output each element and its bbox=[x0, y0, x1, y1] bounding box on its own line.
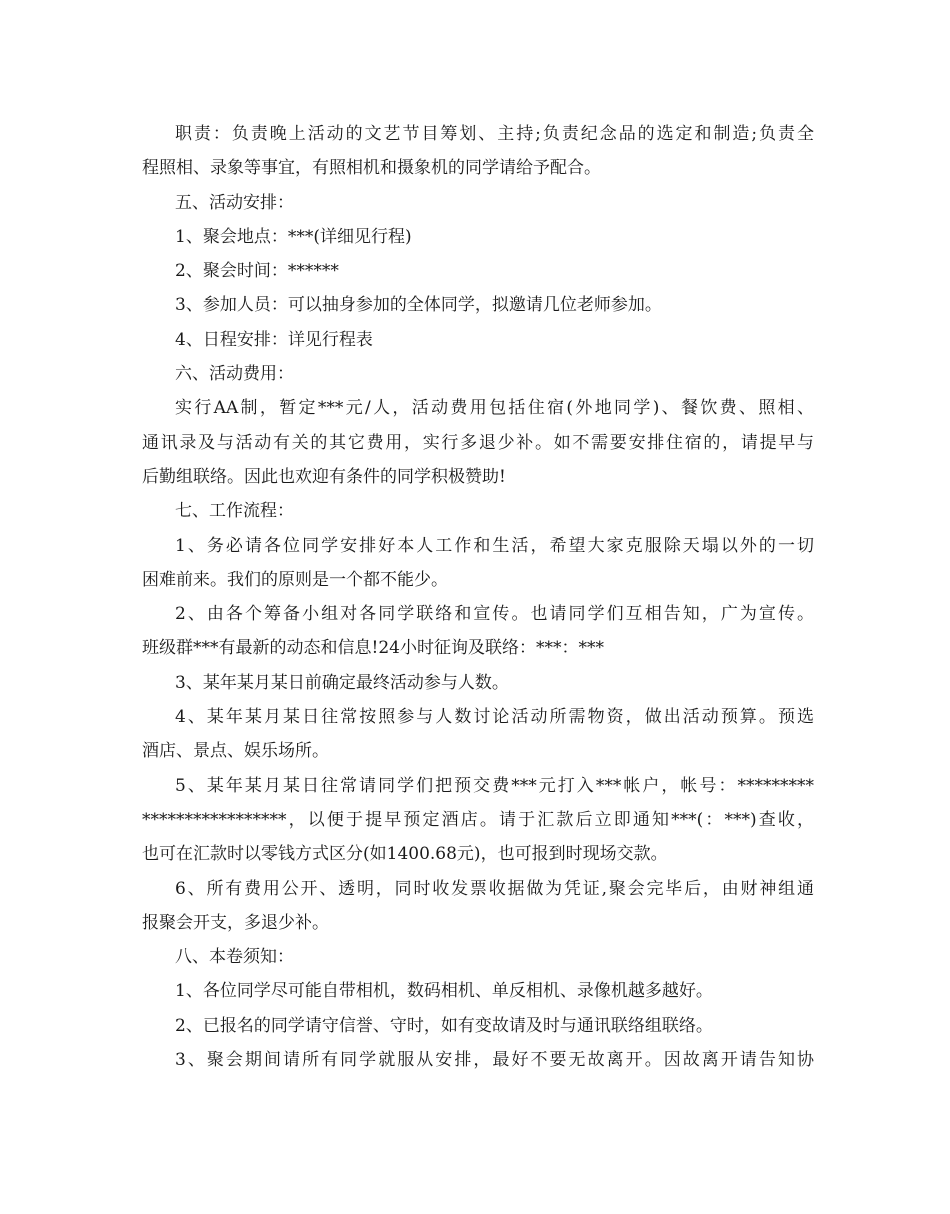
text-line: 1、务必请各位同学安排好本人工作和生活，希望大家克服除天塌以外的一切 bbox=[175, 535, 814, 556]
text-line: 3、聚会期间请所有同学就服从安排，最好不要无故离开。因故离开请告知协 bbox=[175, 1050, 814, 1071]
text-line: 2、聚会时间：****** bbox=[175, 261, 339, 282]
text-line: 2、已报名的同学请守信誉、守时，如有变故请及时与通讯联络组联络。 bbox=[175, 1015, 713, 1036]
text-line: 1、聚会地点：***(详细见行程) bbox=[175, 226, 412, 247]
document-body bbox=[142, 117, 814, 1077]
text-line: 程照相、录象等事宜，有照相机和摄象机的同学请给予配合。 bbox=[142, 158, 601, 179]
text-line: 1、各位同学尽可能自带相机，数码相机、单反相机、录像机越多越好。 bbox=[175, 981, 713, 1002]
text-line: 七、工作流程： bbox=[175, 501, 294, 522]
text-line: 通讯录及与活动有关的其它费用，实行多退少补。如不需要安排住宿的，请提早与 bbox=[142, 432, 814, 453]
text-line: 也可在汇款时以零钱方式区分(如1400.68元)，也可报到时现场交款。 bbox=[142, 844, 668, 865]
text-line: 实行AA制，暂定***元/人，活动费用包括住宿(外地同学)、餐饮费、照相、 bbox=[175, 398, 814, 419]
text-line: 3、参加人员：可以抽身参加的全体同学，拟邀请几位老师参加。 bbox=[175, 295, 662, 316]
text-line: 困难前来。我们的原则是一个都不能少。 bbox=[142, 569, 448, 590]
text-line: 班级群***有最新的动态和信息!24小时征询及联络：***：*** bbox=[142, 638, 604, 659]
text-line: 4、日程安排：详见行程表 bbox=[175, 329, 373, 350]
text-line: 职责：负责晚上活动的文艺节目筹划、主持;负责纪念品的选定和制造;负责全 bbox=[175, 124, 814, 144]
text-line: 八、本卷须知： bbox=[175, 947, 294, 968]
text-line: 报聚会开支，多退少补。 bbox=[142, 912, 329, 933]
text-line: 酒店、景点、娱乐场所。 bbox=[142, 741, 329, 762]
text-line: 4、某年某月某日往常按照参与人数讨论活动所需物资，做出活动预算。预选 bbox=[175, 707, 814, 728]
text-line: 5、某年某月某日往常请同学们把预交费***元打入***帐户，帐号：********* bbox=[175, 775, 814, 796]
text-line: *****************，以便于提早预定酒店。请于汇款后立即通知***(：***)查收， bbox=[142, 809, 814, 830]
text-line: 六、活动费用： bbox=[175, 364, 294, 385]
text-line: 五、活动安排： bbox=[175, 192, 294, 213]
text-line: 2、由各个筹备小组对各同学联络和宣传。也请同学们互相告知，广为宣传。 bbox=[175, 604, 814, 625]
text-line: 6、所有费用公开、透明，同时收发票收据做为凭证,聚会完毕后，由财神组通 bbox=[175, 878, 814, 899]
text-line: 后勤组联络。因此也欢迎有条件的同学积极赞助! bbox=[142, 466, 506, 487]
text-line: 3、某年某月某日前确定最终活动参与人数。 bbox=[175, 672, 509, 693]
